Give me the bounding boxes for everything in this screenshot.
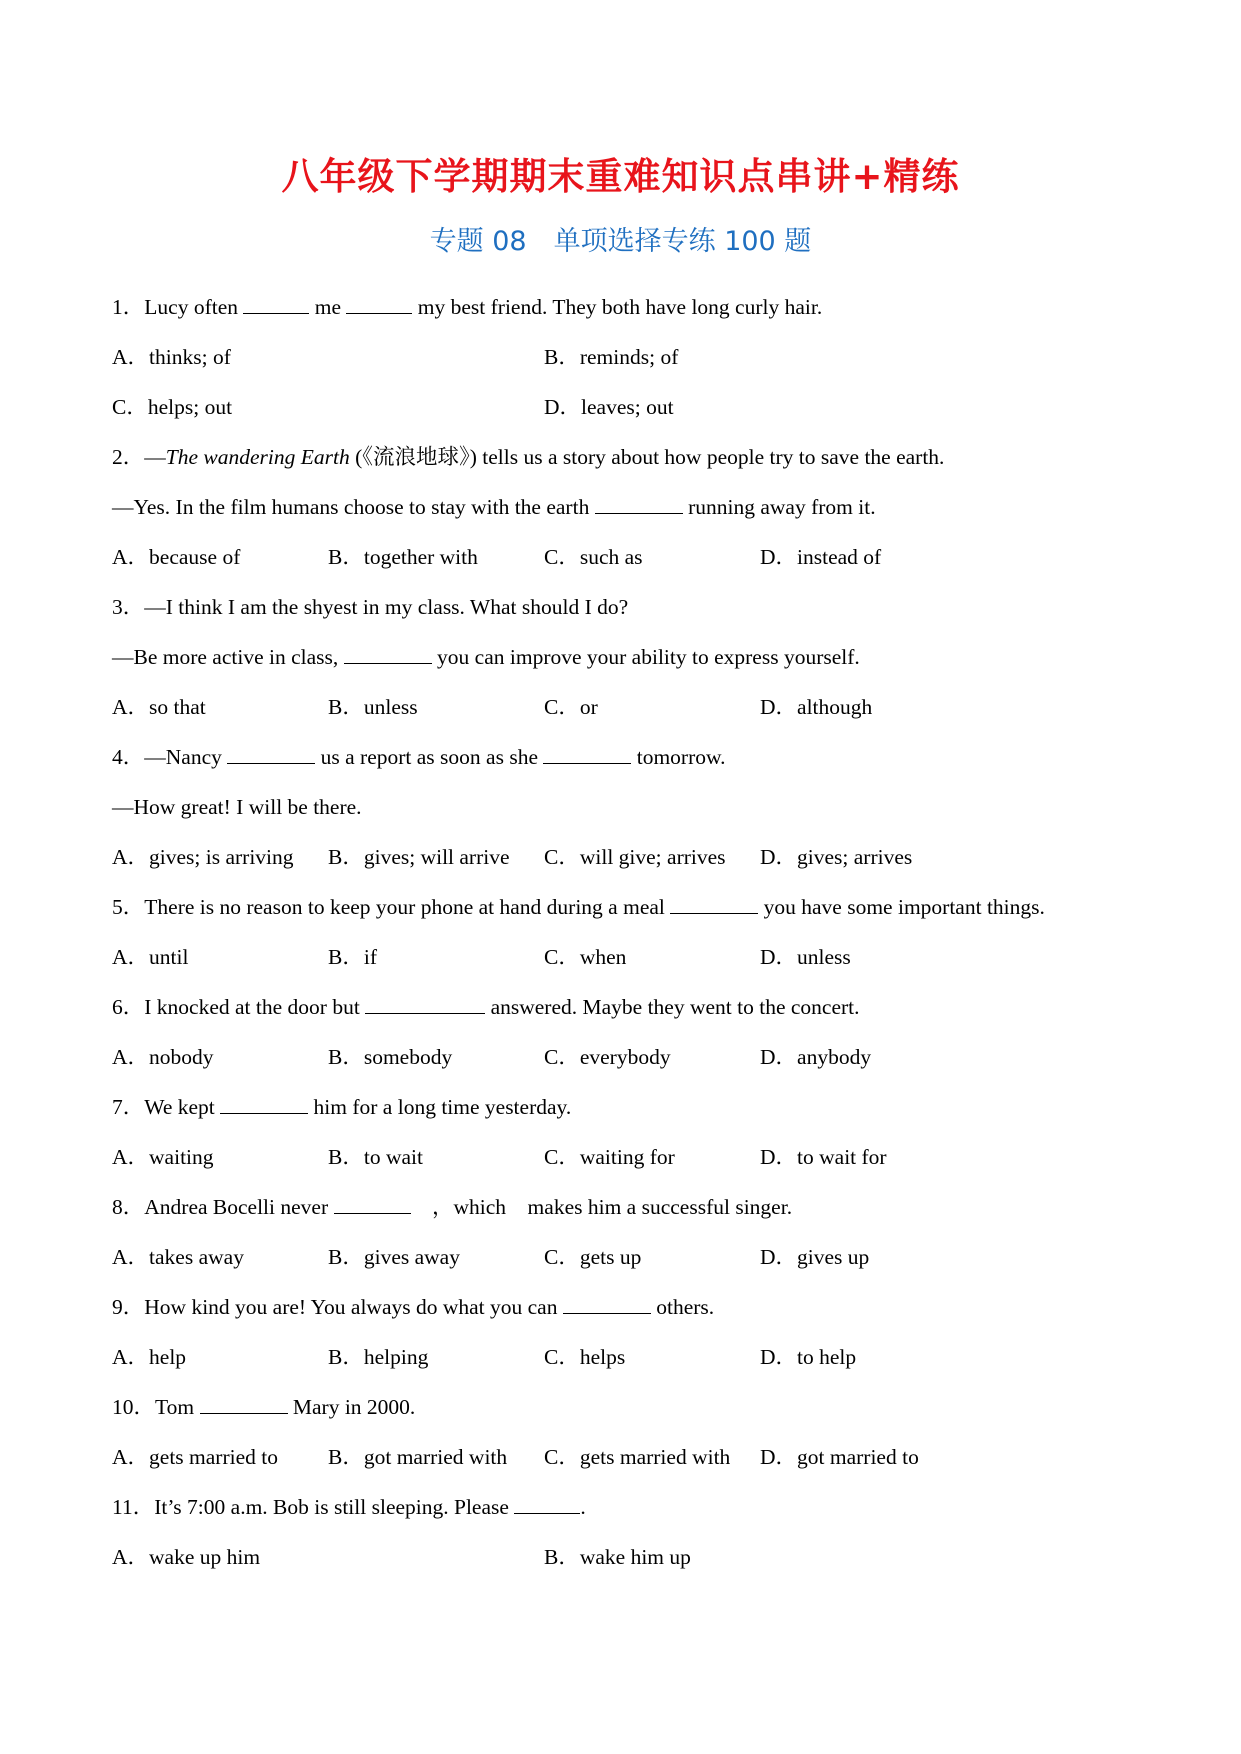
option-b[interactable]: B．gives; will arrive	[328, 845, 510, 869]
options-row	[112, 687, 1132, 737]
option-a[interactable]: A．takes away	[112, 1245, 244, 1269]
question-number: 7．	[112, 1095, 145, 1119]
question-11	[112, 1487, 1132, 1537]
option-a[interactable]: A．waiting	[112, 1145, 214, 1169]
question-text: answered. Maybe they went to the concert.	[485, 995, 860, 1019]
question-text: —	[144, 445, 166, 469]
question-text: How kind you are! You always do what you can	[144, 1295, 563, 1319]
answer-blank[interactable]	[200, 1387, 288, 1414]
option-d[interactable]: D．to help	[760, 1345, 857, 1369]
question-text: —Nancy	[144, 745, 228, 769]
question-1	[112, 287, 1132, 337]
option-d[interactable]: D．although	[760, 695, 873, 719]
question-number: 1．	[112, 295, 145, 319]
question-text: We kept	[144, 1095, 221, 1119]
question-list	[112, 287, 1132, 1587]
option-d[interactable]: D．unless	[760, 945, 851, 969]
film-title: The wandering Earth	[165, 445, 350, 469]
question-number: 4．	[112, 745, 145, 769]
question-text: There is no reason to keep your phone at hand during a meal	[144, 895, 671, 919]
option-b[interactable]: B．together with	[328, 545, 478, 569]
answer-blank[interactable]	[346, 287, 412, 314]
question-text: us a report as soon as she	[315, 745, 544, 769]
question-text: you can improve your ability to express yourself.	[431, 645, 860, 669]
option-b[interactable]: B．helping	[328, 1345, 429, 1369]
question-10	[112, 1387, 1132, 1437]
question-3-reply	[112, 637, 1132, 687]
option-a[interactable]: A．help	[112, 1345, 187, 1369]
options-row	[112, 1237, 1132, 1287]
option-c[interactable]: C．gets up	[544, 1245, 642, 1269]
question-text: Tom	[155, 1395, 200, 1419]
document-title: 八年级下学期期末重难知识点串讲+精练	[281, 155, 960, 198]
option-c[interactable]: C．such as	[544, 545, 643, 569]
question-text: my best friend. They both have long curly hair.	[412, 295, 823, 319]
answer-blank[interactable]	[344, 637, 432, 664]
question-number: 9．	[112, 1295, 145, 1319]
question-4-reply	[112, 787, 1132, 837]
question-7	[112, 1087, 1132, 1137]
options-row	[112, 837, 1132, 887]
question-text: you have some important things.	[758, 895, 1045, 919]
option-b[interactable]: B．gives away	[328, 1245, 460, 1269]
option-b[interactable]: B．somebody	[328, 1045, 453, 1069]
question-number: 10．	[112, 1395, 156, 1419]
question-text: It’s 7:00 a.m. Bob is still sleeping. Please	[154, 1495, 515, 1519]
answer-blank[interactable]	[227, 737, 315, 764]
question-number: 2．	[112, 445, 145, 469]
question-text: (《流浪地球》) tells us a story about how people try to save the earth.	[349, 445, 945, 469]
question-3	[112, 587, 1132, 637]
question-number: 5．	[112, 895, 145, 919]
options-row	[112, 537, 1132, 587]
option-c[interactable]: C．helps; out	[112, 395, 233, 419]
question-number: 8．	[112, 1195, 145, 1219]
option-d[interactable]: D．leaves; out	[544, 395, 674, 419]
option-c[interactable]: C．waiting for	[544, 1145, 675, 1169]
question-number: 3．	[112, 595, 145, 619]
answer-blank[interactable]	[220, 1087, 308, 1114]
answer-blank[interactable]	[543, 737, 631, 764]
question-text: tomorrow.	[631, 745, 726, 769]
question-text: Mary in 2000.	[287, 1395, 416, 1419]
option-d[interactable]: D．instead of	[760, 545, 882, 569]
options-row	[112, 337, 1132, 387]
option-d[interactable]: D．anybody	[760, 1045, 872, 1069]
options-row	[112, 1537, 1132, 1587]
question-text: —How great! I will be there.	[112, 795, 362, 819]
question-text: —I think I am the shyest in my class. What should I do?	[144, 595, 629, 619]
question-4	[112, 737, 1132, 787]
option-c[interactable]: C．gets married with	[544, 1445, 731, 1469]
option-c[interactable]: C．or	[544, 695, 598, 719]
question-number: 6．	[112, 995, 145, 1019]
option-a[interactable]: A．thinks; of	[112, 345, 231, 369]
answer-blank[interactable]	[334, 1187, 411, 1214]
option-a[interactable]: A．until	[112, 945, 189, 969]
document-subtitle: 专题 08 单项选择专练 100 题	[429, 226, 812, 257]
answer-blank[interactable]	[514, 1487, 580, 1514]
option-a[interactable]: A．gives; is arriving	[112, 845, 294, 869]
option-a[interactable]: A．wake up him	[112, 1545, 261, 1569]
question-text: him for a long time yesterday.	[308, 1095, 572, 1119]
option-b[interactable]: B．got married with	[328, 1445, 508, 1469]
question-text: ，which makes him a successful singer.	[410, 1195, 793, 1219]
options-row	[112, 387, 1132, 437]
options-row	[112, 1137, 1132, 1187]
answer-blank[interactable]	[365, 987, 485, 1014]
option-a[interactable]: A．so that	[112, 695, 206, 719]
option-b[interactable]: B．if	[328, 945, 377, 969]
option-b[interactable]: B．reminds; of	[544, 345, 679, 369]
option-c[interactable]: C．everybody	[544, 1045, 671, 1069]
option-d[interactable]: D．got married to	[760, 1445, 919, 1469]
option-c[interactable]: C．helps	[544, 1345, 626, 1369]
options-row	[112, 937, 1132, 987]
option-a[interactable]: A．nobody	[112, 1045, 214, 1069]
question-5	[112, 887, 1132, 937]
question-text: Lucy often	[144, 295, 244, 319]
question-text: I knocked at the door but	[144, 995, 366, 1019]
option-d[interactable]: D．gives up	[760, 1245, 870, 1269]
question-text: .	[580, 1495, 586, 1519]
option-c[interactable]: C．when	[544, 945, 627, 969]
question-8	[112, 1187, 1132, 1237]
option-c[interactable]: C．will give; arrives	[544, 845, 726, 869]
question-2	[112, 437, 1132, 487]
option-a[interactable]: A．gets married to	[112, 1445, 278, 1469]
option-d[interactable]: D．to wait for	[760, 1145, 887, 1169]
question-2-reply	[112, 487, 1132, 537]
question-6	[112, 987, 1132, 1037]
option-b[interactable]: B．unless	[328, 695, 418, 719]
answer-blank[interactable]	[670, 887, 758, 914]
question-text: running away from it.	[682, 495, 876, 519]
option-d[interactable]: D．gives; arrives	[760, 845, 913, 869]
question-text: Andrea Bocelli never	[144, 1195, 334, 1219]
options-row	[112, 1437, 1132, 1487]
answer-blank[interactable]	[595, 487, 683, 514]
option-b[interactable]: B．to wait	[328, 1145, 423, 1169]
options-row	[112, 1337, 1132, 1387]
question-number: 11．	[112, 1495, 155, 1519]
answer-blank[interactable]	[563, 1287, 651, 1314]
question-9	[112, 1287, 1132, 1337]
answer-blank[interactable]	[243, 287, 309, 314]
question-text: others.	[650, 1295, 715, 1319]
option-b[interactable]: B．wake him up	[544, 1545, 691, 1569]
question-text: me	[309, 295, 347, 319]
option-a[interactable]: A．because of	[112, 545, 241, 569]
question-text: —Yes. In the film humans choose to stay with the earth	[112, 495, 595, 519]
question-text: —Be more active in class,	[112, 645, 344, 669]
options-row	[112, 1037, 1132, 1087]
